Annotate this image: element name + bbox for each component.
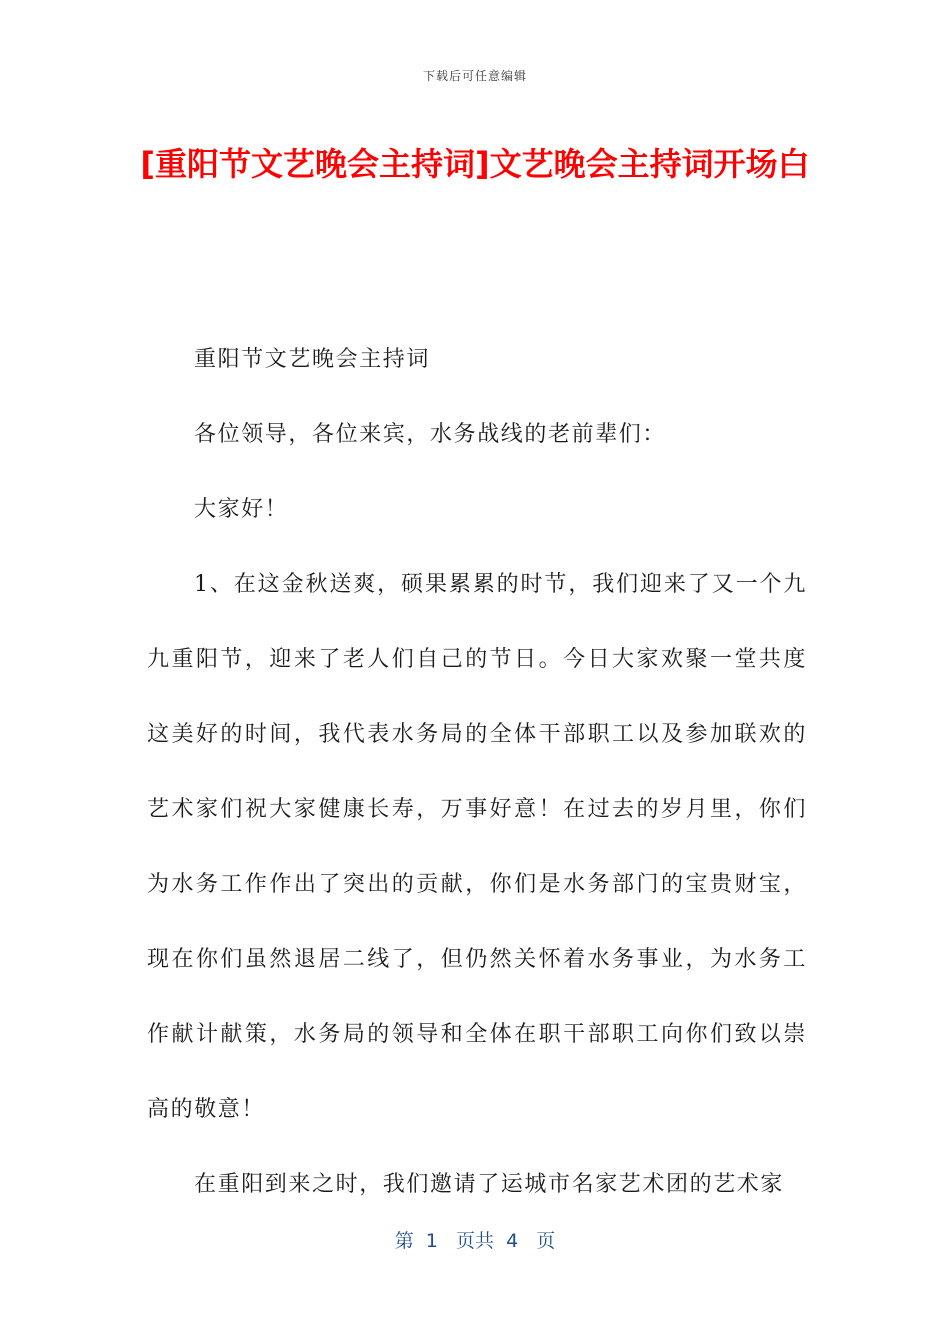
document-title: [重阳节文艺晚会主持词]文艺晚会主持词开场白 xyxy=(140,145,810,183)
paragraph-greeting: 各位领导，各位来宾，水务战线的老前辈们： xyxy=(194,422,667,447)
header-note: 下载后可任意编辑 xyxy=(422,69,527,83)
page-number: 第 1 页共 4 页 xyxy=(394,1230,556,1252)
paragraph-subtitle: 重阳节文艺晚会主持词 xyxy=(194,347,431,372)
paragraph-continuation: 在重阳到来之时，我们邀请了运城市名家艺术团的艺术家 xyxy=(194,1172,785,1197)
document-body xyxy=(147,322,807,1222)
paragraph-hello: 大家好！ xyxy=(194,497,289,522)
paragraph-main: 1、在这金秋送爽，硕果累累的时节，我们迎来了又一个九九重阳节，迎来了老人们自己的节日。今日大家欢聚一堂共度这美好的时间，我代表水务局的全体干部职工以及参加联欢的艺术家们祝大家健康长寿，万事好意！在过去的岁月里，你们为水务工作作出了突出的贡献，你们是水务部门的宝贵财宝，现在你们虽然退居二线了，但仍然关怀着水务事业，为水务工作献计献策，水务局的领导和全体在职干部职工向你们致以崇高的敬意！ xyxy=(147,572,807,1122)
